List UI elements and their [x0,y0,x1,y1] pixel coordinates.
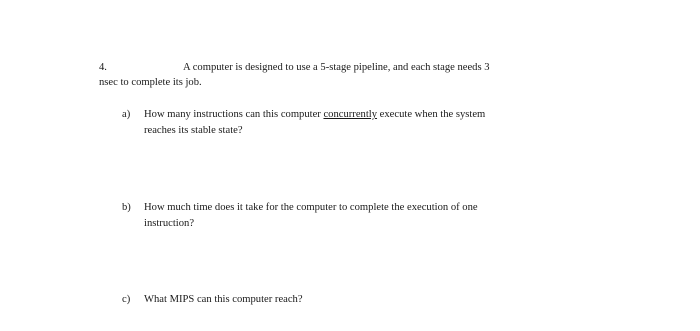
sub-question-text [144,107,602,139]
sub-question-line-1: What MIPS can this computer reach? [144,294,303,305]
underlined-word: concurrently [323,109,378,120]
question-text-line-2: nsec to complete its job. [99,77,202,88]
sub-question-line-2: instruction? [144,218,195,229]
sub-question-marker: b) [122,202,131,213]
sub-question-marker: c) [122,294,131,305]
sub-question-text [144,292,602,308]
sub-question-text [144,200,602,232]
text-segment: execute when the system [377,109,486,120]
text-segment: How many instructions can this computer [144,109,324,120]
sub-question-line-2: reaches its stable state? [144,125,243,136]
sub-question-marker: a) [122,109,131,120]
sub-question-line-1: How much time does it take for the computer to complete the execution of one [144,202,478,213]
question-text-line-1: A computer is designed to use a 5-stage pipeline, and each stage needs 3 [183,62,490,73]
question-number: 4. [99,62,107,73]
sub-question-line-1 [144,107,602,123]
